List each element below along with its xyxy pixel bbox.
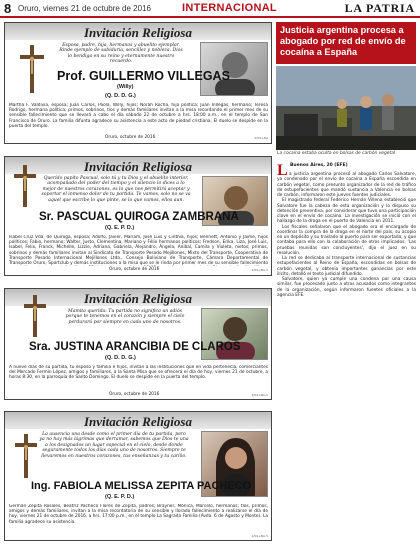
obituary-card: [4, 288, 272, 400]
deceased-name: Prof. GUILLERMO VILLEGAS: [57, 69, 230, 83]
obituary-prayer: Querido papito Pascual, solo tú y tu Dios y el abuelito interior, acompañado del poder del tiempo y el silencio lo dices a lo mejor de nuestros corazones, es lo que nos permitirá aceptar y soportar el inmenso dolor de tu partida. Te vamos, solo no se va aquel que escribe lo que pinte, se lo que vamos, ellos aun.: [41, 176, 191, 203]
ad-code: 2/09-LBA-5: [251, 393, 268, 397]
obituary-card: [4, 22, 272, 144]
obituary-card: [4, 411, 272, 541]
drop-cap: L: [277, 162, 288, 179]
crucifix-icon: [11, 163, 39, 209]
obituary-body: Martha F. Valdivia, esposa; Juan Carlos, Paola, Willy, hijos; Norah Rocha, hija política; Juan Villegas, hermano; Teresa Rodrigo, hermana política; primos, sobrinos, tíos y demás familiares invitan a la misa recordando el primer mes de su sensible fallecimiento que se llevará a cabo el día sábado 22 de octubre a hrs. 18:00 a.m., en el templo de San Francisco de Oruro. La familia difunta agradece su asistencia a este acto de piedad cristiana. El duelo se despide en la puerta del templo.: [9, 103, 268, 129]
obituary-title: Invitación Religiosa: [84, 414, 192, 429]
obituary-title: Invitación Religiosa: [84, 25, 192, 40]
obituary-body: Isabel Cruz Vda. de Quiroga, esposa; Adolfo, Javier, Mariam, José Luis y Cinthia, hijos; Bennett, Antonio y Jaime, hijos políticos; Fabio, hermano; Walter, Justo, Clementina, Mariano y Félix hermanos políticos; Fredson, Erika, Liza, José Luis, Isabel, Felix, Franck, Michelle, Lizzie, Adriana, Gabriela, Alejandro, Ángela, Anibal, Camila y Violeta, nietos; primos, sobrinos y demás familiares invitan al Sindicato de Transporte Pesado Mejillones, Mixto del Transporte, Cooperativa de Transporte Pesado Internacional Mejillones Ltda., Consejo Boliviano de Transporte, Cámara Departamental de Transporte Oruro, Sportclub y demás instituciones a la misa que se le rinda por primer mes de su sensible fallecimiento: [9, 235, 268, 266]
ad-code: 2/09-LBA-5: [251, 534, 268, 538]
obituary-footer: Oruro, octubre de 2016: [109, 392, 160, 397]
obituary-footer: Oruro, octubre de 2016: [105, 135, 156, 140]
page-header: [0, 0, 420, 18]
section-title: INTERNACIONAL: [182, 2, 277, 14]
deceased-nickname: (Willy): [117, 84, 134, 90]
article-paragraph: El magistrado federal Federico Hernán Villena estableció que Salvatore fue la cabeza de esta organización y lo dispuso su detención preventiva, por considerar que tuvo una participación clave en el envío de cocaína. La investigación se inició con el hallazgo de la droga en el puerto de Valencia en 2011.: [277, 198, 416, 225]
obituary-qdg: (Q. D. D. G.): [105, 93, 136, 99]
article-paragraph: a justicia argentina procesó al abogado Carlos Salvatore, ya condenado por el envío de cocaína a España escondida en carbón vegetal, como presunto organizador de la red de tráfico de estupefacientes que mandó sustancia a Valencia en bolsas de carbón, informaron este jueves fuentes judiciales.: [277, 172, 416, 198]
obituary-prayer: Esposa, padre, hija, hermanos y abuelito ejemplar. Rinde ejemplo de sabiduría, sencillez y nobleza. Dios lo bendiga en su reino y eternamente nuestro recuerdo.: [59, 43, 183, 65]
ad-code: 2/09-LBA-5: [251, 268, 268, 272]
photo-caption: La cocaína estaba oculta en bolsas de carbón vegetal: [277, 151, 396, 156]
obituary-prayer: Mamita querida: Tu partida no significa un adiós porque te tenemos en el corazón y siempre el cielo perdurará por siempre en cada uno de nosotros.: [65, 309, 185, 325]
obituary-qdg: (Q. D. D. G.): [105, 355, 136, 361]
page-number: 8: [4, 1, 12, 16]
obituary-card: [4, 156, 272, 276]
deceased-name: Ing. FABIOLA MELISSA ZEPITA PACHECO: [31, 480, 252, 492]
ad-code: 2/09-LBA: [254, 136, 268, 140]
obituary-qdg: (Q. E. P. D.): [105, 225, 135, 231]
dateline: Buenos Aires, 20 (EFE): [290, 163, 348, 168]
news-headline: Justicia argentina procesa a abogado por red de envío de cocaína a España: [276, 22, 416, 64]
crucifix-icon: [17, 43, 47, 95]
obituary-title: Invitación Religiosa: [84, 159, 192, 174]
obituary-body: A nueve días de su partida, tu esposo y familia e hijos, invitan a las instituciones que en vida pertenecía, comerciantes del Mercado Fermín López, amigos y familiares, a la Santa Misa que se ofrecerá el día de hoy, viernes 21 de octubre, a horas 8:30, en la parroquia de Santo Domingo. El duelo se despide en la puerta del templo.: [9, 365, 268, 381]
issue-date: Oruro, viernes 21 de octubre de 2016: [18, 4, 151, 13]
article-paragraph: Salvatore, quien ya cumple una condena por una causa similar, fue procesado junto a otros acusados como integrantes de la organización, según informaron fuentes oficiales a la agencia EFE.: [277, 277, 416, 298]
newspaper-name: LA PATRIA: [344, 1, 415, 15]
news-photo: [276, 66, 416, 150]
obituary-title: Invitación Religiosa: [84, 291, 192, 306]
deceased-name: Sra. JUSTINA ARANCIBIA DE CLAROS: [29, 341, 241, 353]
article-paragraph: La red se dedicaba al transporte internacional de sustancias estupefacientes al Reino de España, escondidas en bolsas de carbón vegetal, y obtenía importantes ganancias por este ilícito, detalló el texto judicial difundido.: [277, 256, 416, 277]
crucifix-icon: [13, 432, 39, 480]
deceased-name: Sr. PASCUAL QUIROGA ZAMBRANA: [39, 211, 239, 223]
news-article: [277, 170, 416, 542]
obituary-footer: Oruro, octubre de 2016: [109, 267, 160, 272]
obituary-prayer: La ausencia una desde como el primer día de tu partida, pero ya no hay más lágrimas que derramar, sabemos que Dios te una a los designados un lugar especial en el cielo, desde donde seguramente todos los días cada uno de nosotros. Siempre te llevaremos en nuestros corazones, tus enseñanzas y tu cariño.: [39, 432, 189, 459]
obituary-qdg: (Q. E. P. D.): [105, 494, 135, 500]
article-paragraph: Los fiscales señalaron que el abogado era el encargado de coordinar la compra de la droga en el norte del país, su acopio en un depósito y su traslado al puerto para ser exportada, y que contaba para ello con la colaboración de otros implicados. 'Las pruebas reunidas son concluyentes', dijo el juez en su resolución.: [277, 224, 416, 256]
obituary-body: Germán Zepita Rosales, Beatriz Pacheco Flores de Zepita, padres; Brayner, Mónica, Marcelo, hermanos; tíos, primos, amigos y demás familiares, invitan a la misa recordatoria de su sensible y llorado fallecimiento a realizarse el día de hoy, viernes 21 de octubre de 2016, a hrs. 17:00 p.m., en el templo La Sagrada Familia (Avda. 6 de Agosto y Monte). La familia agradece su asistencia.: [9, 504, 268, 525]
crucifix-icon: [21, 293, 49, 339]
